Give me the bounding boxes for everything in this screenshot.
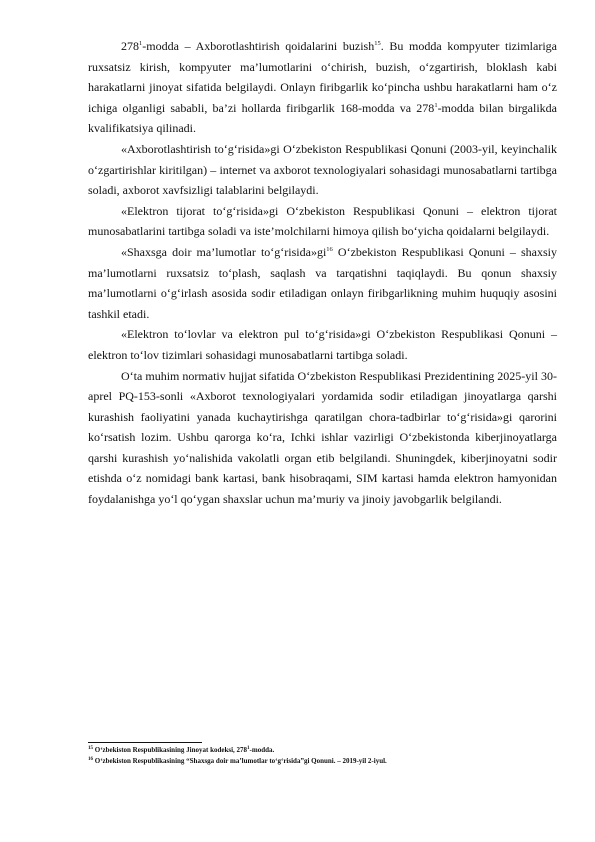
document-body — [88, 36, 557, 510]
text-run: «Elektron tijorat to‘g‘risida»gi O‘zbekiston Respublikasi Qonuni – elektron tijorat munosabatlarini tartibga soladi va iste’molchilarni himoya qilish bo‘yicha qoidalarni belgilaydi. — [88, 203, 557, 239]
paragraph — [88, 139, 557, 201]
text-run: -modda. — [249, 746, 275, 754]
paragraph — [88, 201, 557, 242]
paragraph — [88, 324, 557, 365]
footnote-marker: 16 — [326, 245, 333, 253]
footnote — [88, 756, 557, 767]
text-run: «Axborotlashtirish to‘g‘risida»gi O‘zbekiston Respublikasi Qonuni (2003-yil, keyinchalik o‘zgartirishlar kiritilgan) – internet va axborot texnologiyalari sohasidagi munosabatlarni tartibga soladi, axborot xavfsizligi talablarini belgilaydi. — [88, 141, 557, 198]
text-run: -modda bilan birgalikda kvalifikatsiya qilinadi. — [88, 100, 557, 136]
footnote-marker: 1 — [434, 101, 438, 109]
text-run: O‘ta muhim normativ hujjat sifatida O‘zbekiston Respublikasi Prezidentining 2025-yil 30-aprel PQ-153-sonli «Axborot texnologiyalari yordamida sodir etiladigan jinoyatlarga qarshi kurashish faoliyatini yanada kuchaytirishga qaratilgan chora-tadbirlar to‘g‘risida»gi qarorini ko‘rsatish lozim. Ushbu qarorga ko‘ra, Ichki ishlar vazirligi O‘zbekistonda kiberjinoyatlarga qarshi kurashish yo‘nalishida vakolatli organ etib belgilandi. Shuningdek, kiberjinoyatni sodir etishda o‘z nomidagi bank kartasi, bank hisobraqami, SIM kartasi hamda elektron hamyonidan foydalanishga yo‘l qo‘ygan shaxslar uchun ma’muriy va jinoiy javobgarlik belgilandi. — [88, 368, 557, 507]
footnote-marker: 15 — [88, 746, 93, 751]
paragraph — [88, 36, 557, 139]
footnote-marker: 15 — [374, 40, 381, 47]
text-run: «Elektron to‘lovlar va elektron pul to‘g‘risida»gi O‘zbekiston Respublikasi Qonuni – elektron to‘lov tizimlari sohasidagi munosabatlarni tartibga soladi. — [88, 327, 557, 362]
footnote-marker: 16 — [88, 757, 93, 762]
footnote-separator — [88, 742, 202, 743]
text-run: O‘zbekiston Respublikasining “Shaxsga doir ma’lumotlar to‘g‘risida”gi Qonuni. – 2019-yil 2-iyul. — [93, 757, 387, 765]
paragraph — [88, 366, 557, 510]
text-run: «Shaxsga doir ma’lumotlar to‘g‘risida»gi — [121, 244, 327, 259]
footnote — [88, 745, 557, 756]
text-run: . Bu modda kompyuter tizimlariga ruxsatsiz kirish, kompyuter ma’lumotlarini o‘chirish, buzish, o‘zgartirish, bloklash kabi harakatlarni jinoyat sifatida belgilaydi. Onlayn firibgarlik ko‘pincha ushbu harakatlarni ham o‘z ichiga olganligi sababli, ba’zi hollarda firibgarlik 168-modda va 278 — [88, 39, 557, 115]
paragraph — [88, 242, 557, 324]
text-run: O‘zbekiston Respublikasining Jinoyat kodeksi, 278 — [93, 746, 248, 754]
text-run: O‘zbekiston Respublikasi Qonuni – shaxsiy ma’lumotlarni ruxsatsiz to‘plash, saqlash va tarqatishni taqiqlaydi. Bu qonun shaxsiy ma’lumotlarni o‘g‘irlash asosida sodir etiladigan onlayn firibgarlikning muhim huquqiy asosini tashkil etadi. — [88, 244, 557, 321]
footnote-marker: 1 — [139, 40, 143, 47]
text-run: 278 — [121, 39, 139, 53]
footnotes — [88, 745, 557, 767]
text-run: -modda – Axborotlashtirish qoidalarini buzish — [142, 39, 375, 53]
footnote-marker: 1 — [247, 746, 250, 751]
